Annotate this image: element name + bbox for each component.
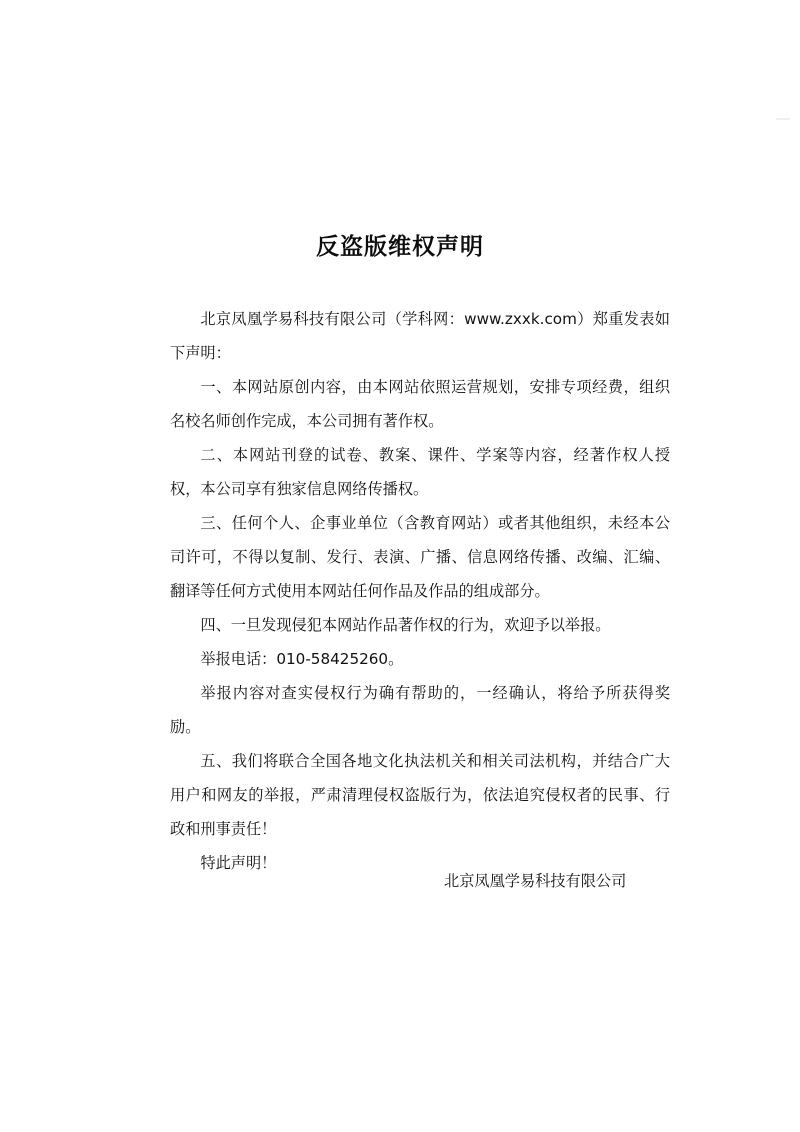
company-signature: 北京凤凰学易科技有限公司 [444, 872, 627, 890]
scan-artifact [776, 118, 790, 126]
document-body [170, 302, 670, 880]
paragraph-report-phone: 举报电话：010-58425260。 [200, 650, 404, 668]
paragraph-report-reward: 举报内容对查实侵权行为确有帮助的，一经确认，将给予所获得奖励。 [170, 684, 670, 736]
paragraph-item-1: 一、本网站原创内容，由本网站依照运营规划，安排专项经费，组织名校名师创作完成，本公司拥有著作权。 [170, 378, 670, 430]
paragraph-item-2: 二、本网站刊登的试卷、教案、课件、学案等内容，经著作权人授权，本公司享有独家信息网络传播权。 [170, 446, 670, 498]
paragraph-item-5: 五、我们将联合全国各地文化执法机关和相关司法机构，并结合广大用户和网友的举报，严肃清理侵权盗版行为，依法追究侵权者的民事、行政和刑事责任！ [170, 752, 670, 838]
paragraph-item-3: 三、任何个人、企事业单位（含教育网站）或者其他组织，未经本公司许可，不得以复制、发行、表演、广播、信息网络传播、改编、汇编、翻译等任何方式使用本网站任何作品及作品的组成部分。 [170, 514, 670, 600]
document-title: 反盗版维权声明 [316, 234, 484, 260]
paragraph-item-4: 四、一旦发现侵犯本网站作品著作权的行为，欢迎予以举报。 [200, 616, 611, 634]
paragraph-closing: 特此声明！ [200, 854, 277, 872]
paragraph-intro: 北京凤凰学易科技有限公司（学科网：www.zxxk.com）郑重发表如下声明： [170, 310, 670, 362]
